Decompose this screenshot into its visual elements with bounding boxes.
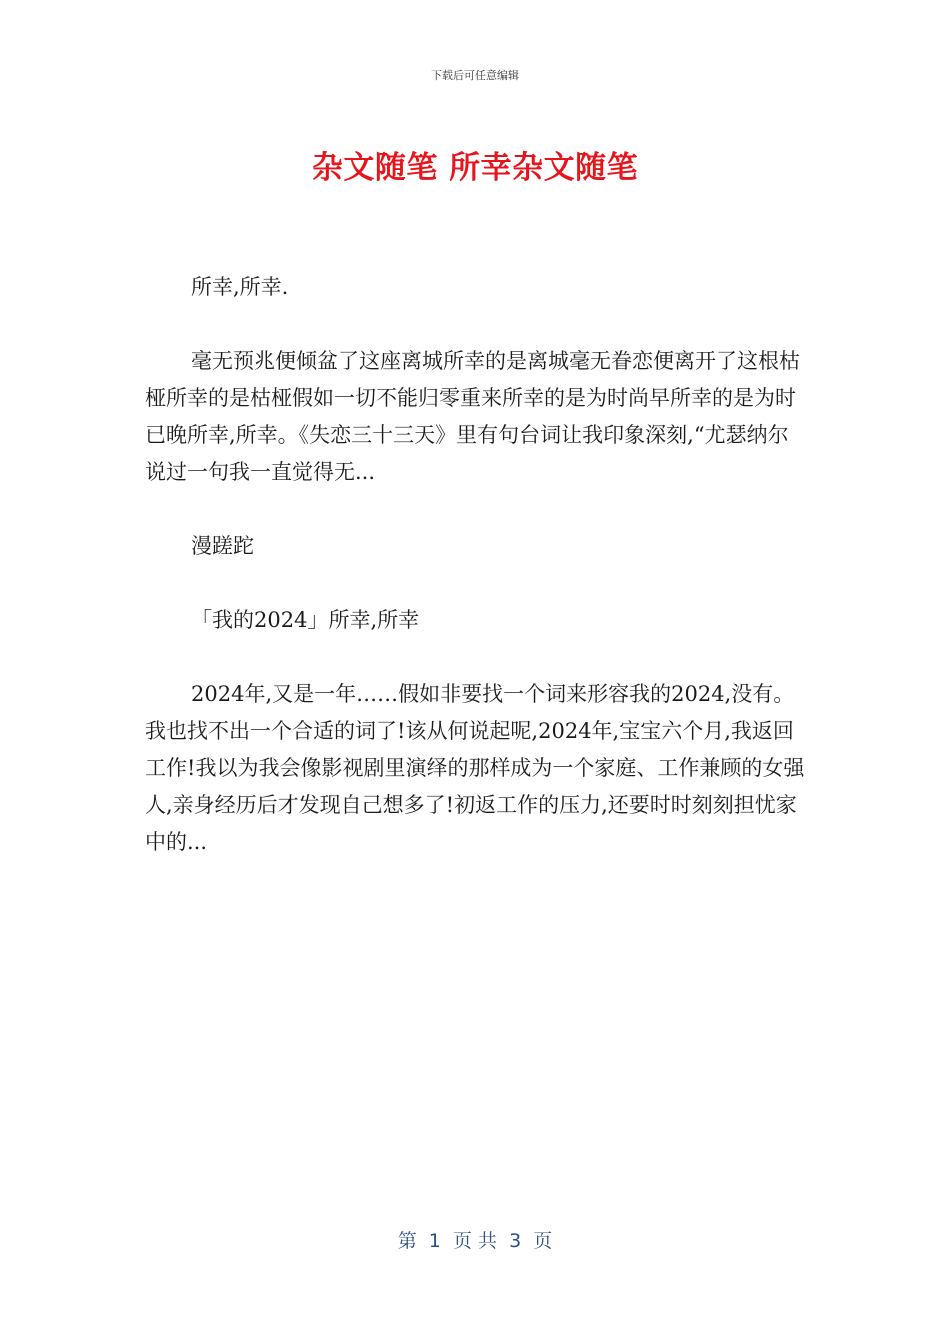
- page-footer: 第 1 页 共 3 页: [397, 1230, 553, 1252]
- paragraph: 2024年,又是一年……假如非要找一个词来形容我的2024,没有。我也找不出一个合适的词了!该从何说起呢,2024年,宝宝六个月,我返回工作!我以为我会像影视剧里演绎的那样成为一个家庭、工作兼顾的女强人,亲身经历后才发现自己想多了!初返工作的压力,还要时时刻刻担忧家中的...: [145, 682, 805, 854]
- paragraph: 漫蹉跎: [191, 534, 254, 558]
- document-body: [145, 269, 807, 898]
- paragraph: 「我的2024」所幸,所幸: [191, 608, 420, 632]
- paragraph: 毫无预兆便倾盆了这座离城所幸的是离城毫无眷恋便离开了这根枯桠所幸的是枯桠假如一切不能归零重来所幸的是为时尚早所幸的是为时已晚所幸,所幸。《失恋三十三天》里有句台词让我印象深刻,“尤瑟纳尔说过一句我一直觉得无...: [145, 349, 800, 484]
- document-title: 杂文随笔 所幸杂文随笔: [311, 150, 639, 186]
- header-note: 下载后可任意编辑: [431, 69, 519, 82]
- paragraph: 所幸,所幸.: [191, 275, 289, 299]
